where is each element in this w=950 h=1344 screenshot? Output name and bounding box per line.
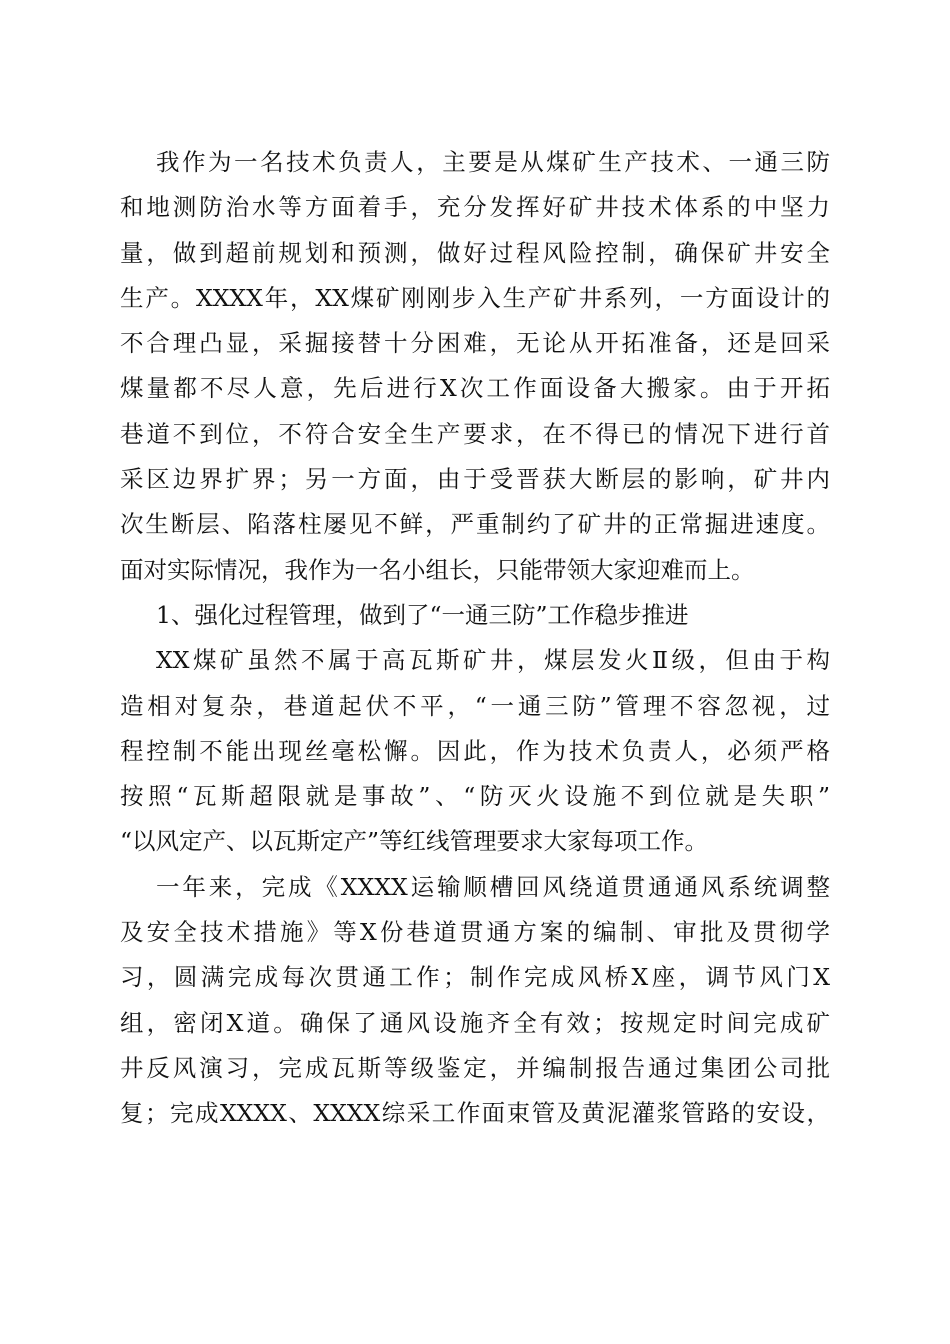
paragraph-line: XX煤矿虽然不属于高瓦斯矿井，煤层发火Ⅱ级，但由于构: [156, 646, 830, 675]
document-body: [120, 140, 830, 1137]
section-heading: 1、强化过程管理，做到了“一通三防”工作稳步推进: [156, 600, 689, 629]
paragraph-line: 采区边界扩界；另一方面，由于受晋获大断层的影响，矿井内: [120, 465, 830, 494]
paragraph-line: 按照“瓦斯超限就是事故”、“防灭火设施不到位就是失职”: [120, 782, 830, 811]
paragraph-line: 一年来，完成《XXXX运输顺槽回风绕道贯通通风系统调整: [156, 872, 830, 901]
paragraph-line: 量，做到超前规划和预测，做好过程风险控制，确保矿井安全: [120, 238, 830, 267]
paragraph-line: 习，圆满完成每次贯通工作；制作完成风桥X座，调节风门X: [120, 963, 830, 992]
paragraph-line: 不合理凸显，采掘接替十分困难，无论从开拓准备，还是回采: [120, 329, 830, 358]
paragraph-line: 及安全技术措施》等X份巷道贯通方案的编制、审批及贯彻学: [120, 918, 830, 947]
paragraph-line: “以风定产、以瓦斯定产”等红线管理要求大家每项工作。: [120, 827, 709, 856]
paragraph-line: 复；完成XXXX、XXXX综采工作面束管及黄泥灌浆管路的安设，: [120, 1099, 830, 1128]
paragraph-line: 煤量都不尽人意，先后进行X次工作面设备大搬家。由于开拓: [120, 374, 830, 403]
paragraph-line: 造相对复杂，巷道起伏不平，“一通三防”管理不容忽视，过: [120, 691, 830, 720]
paragraph-line: 程控制不能出现丝毫松懈。因此，作为技术负责人，必须严格: [120, 736, 830, 765]
paragraph-line: 巷道不到位，不符合安全生产要求，在不得已的情况下进行首: [120, 419, 830, 448]
paragraph-line: 我作为一名技术负责人，主要是从煤矿生产技术、一通三防: [156, 148, 830, 176]
paragraph-line: 生产。XXXX年，XX煤矿刚刚步入生产矿井系列，一方面设计的: [120, 283, 830, 312]
paragraph-line: 次生断层、陷落柱屡见不鲜，严重制约了矿井的正常掘进速度。: [120, 510, 830, 539]
paragraph-line: 和地测防治水等方面着手，充分发挥好矿井技术体系的中坚力: [120, 193, 830, 222]
paragraph-line: 井反风演习，完成瓦斯等级鉴定，并编制报告通过集团公司批: [120, 1053, 830, 1082]
paragraph-line: 面对实际情况，我作为一名小组长，只能带领大家迎难而上。: [120, 555, 755, 584]
paragraph-line: 组，密闭X道。确保了通风设施齐全有效；按规定时间完成矿: [120, 1008, 830, 1037]
